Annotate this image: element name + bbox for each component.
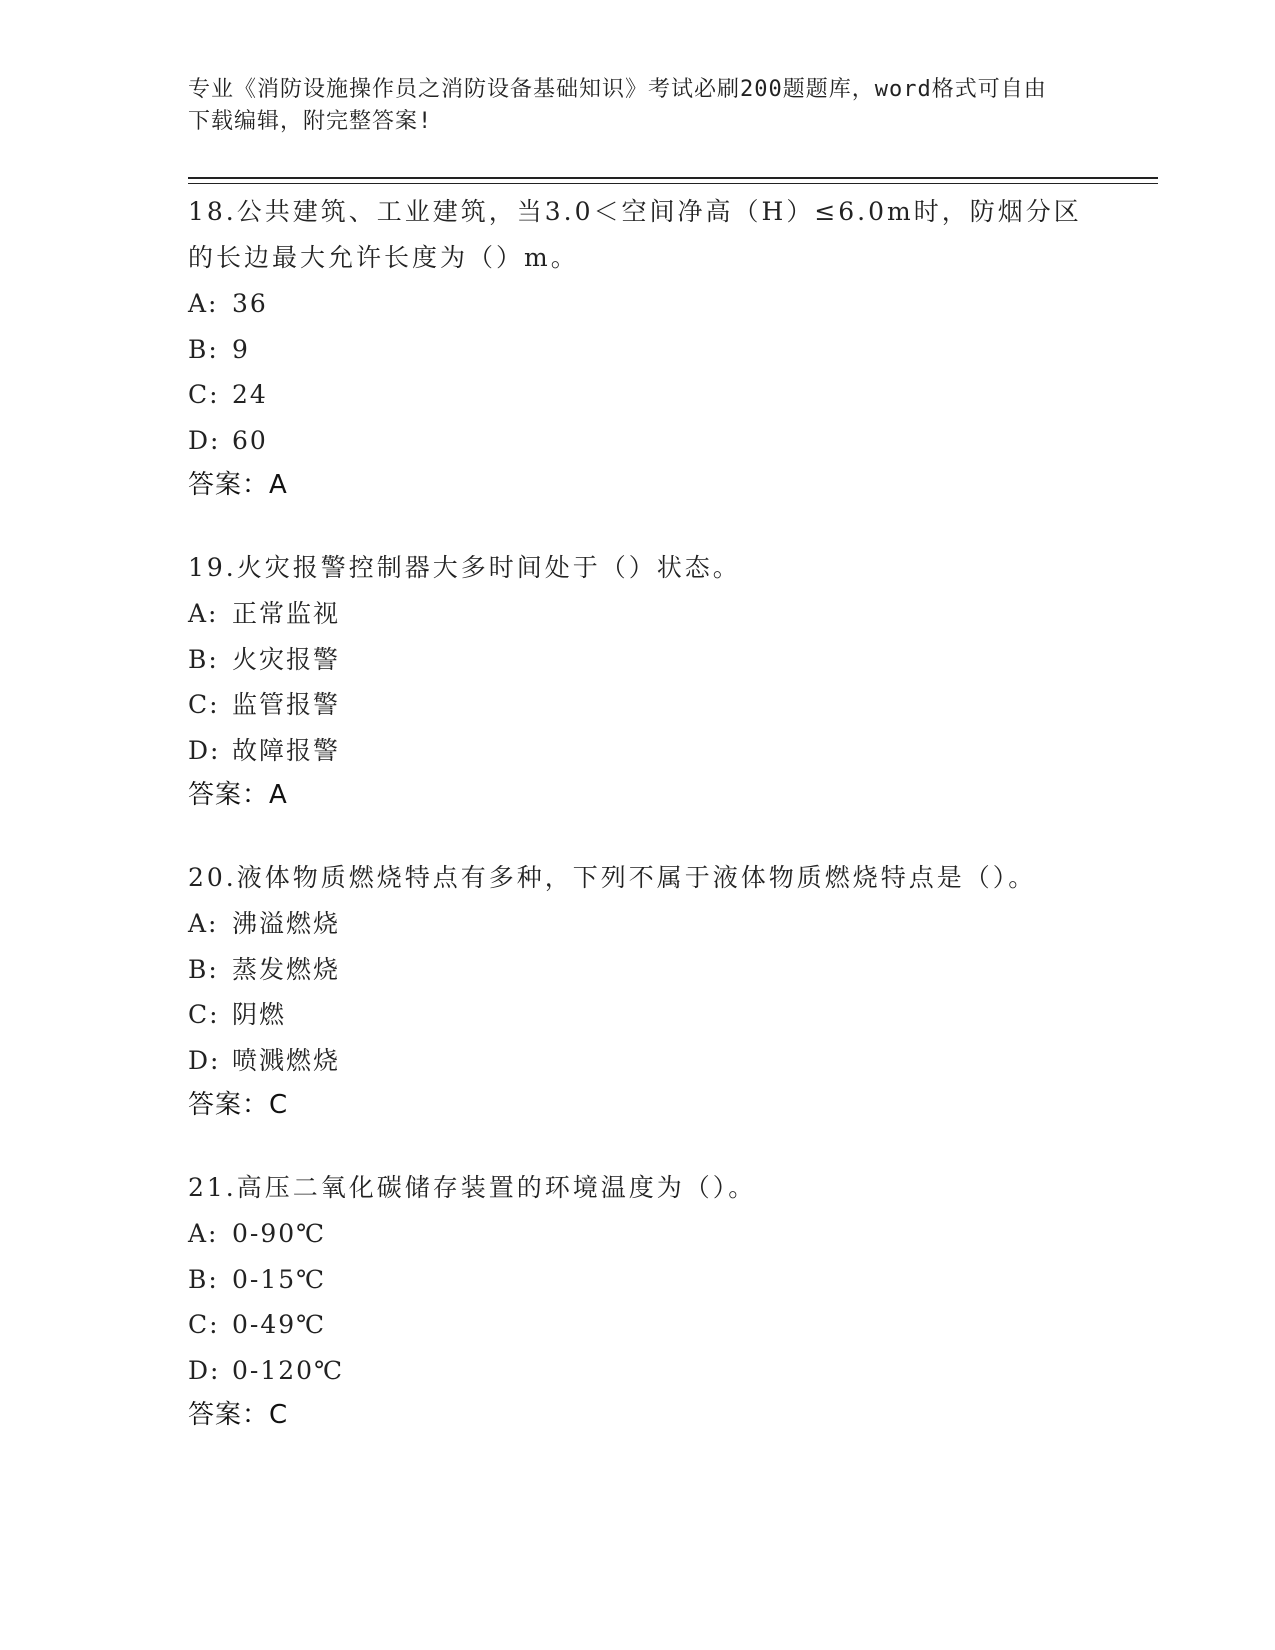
- option-letter: B:: [188, 644, 219, 674]
- option-letter: B:: [188, 954, 219, 984]
- answer-line: 答案：A: [188, 780, 288, 810]
- option-b: [188, 327, 1088, 373]
- option-letter: A:: [188, 289, 219, 318]
- option-letter: D:: [188, 1045, 221, 1075]
- answer-line: 答案：A: [188, 470, 288, 500]
- option-text: 36: [232, 289, 268, 318]
- option-text: 沸溢燃烧: [232, 909, 341, 938]
- question-stem: 19.火灾报警控制器大多时间处于（）状态。: [188, 553, 741, 582]
- option-text: 火灾报警: [232, 644, 341, 674]
- option-c: [188, 682, 1088, 728]
- option-a: [188, 591, 1088, 637]
- option-text: 9: [232, 334, 250, 364]
- option-text: 正常监视: [232, 599, 341, 628]
- option-b: [188, 947, 1088, 993]
- question-stem: 20.液体物质燃烧特点有多种，下列不属于液体物质燃烧特点是（）。: [188, 863, 1037, 892]
- answer-line: 答案：C: [188, 1400, 289, 1430]
- question-18: [188, 189, 1088, 508]
- option-letter: C:: [188, 1310, 220, 1339]
- option-b: [188, 1257, 1088, 1303]
- option-letter: A:: [188, 599, 219, 628]
- option-text: 0-120℃: [232, 1355, 345, 1385]
- header-divider-thin: [188, 183, 1158, 184]
- option-letter: B:: [188, 334, 219, 364]
- option-d: [188, 728, 1088, 774]
- option-d: [188, 418, 1088, 464]
- option-text: 蒸发燃烧: [232, 954, 341, 984]
- option-a: [188, 1211, 1088, 1257]
- option-d: [188, 1348, 1088, 1394]
- option-letter: A:: [188, 909, 219, 938]
- question-list: [188, 189, 1088, 1475]
- option-a: [188, 281, 1088, 327]
- option-letter: D:: [188, 425, 221, 455]
- option-b: [188, 637, 1088, 683]
- option-c: [188, 1302, 1088, 1348]
- option-text: 24: [232, 380, 268, 409]
- question-21: [188, 1165, 1088, 1438]
- option-text: 0-15℃: [232, 1264, 327, 1294]
- option-letter: D:: [188, 735, 221, 765]
- option-text: 0-49℃: [232, 1310, 327, 1339]
- option-d: [188, 1038, 1088, 1084]
- option-text: 0-90℃: [232, 1219, 327, 1248]
- option-letter: C:: [188, 690, 220, 719]
- question-stem: 18.公共建筑、工业建筑，当3.0＜空间净高（H）≤6.0m时，防烟分区的长边最大允许长度为（）m。: [188, 197, 1082, 272]
- option-text: 故障报警: [232, 735, 341, 765]
- header-divider-thick: [188, 177, 1158, 179]
- question-20: [188, 855, 1088, 1128]
- option-c: [188, 992, 1088, 1038]
- question-stem: 21.高压二氧化碳储存装置的环境温度为（）。: [188, 1173, 757, 1202]
- option-letter: B:: [188, 1264, 219, 1294]
- option-letter: D:: [188, 1355, 221, 1385]
- answer-line: 答案：C: [188, 1090, 289, 1120]
- option-letter: C:: [188, 380, 220, 409]
- document-header: 专业《消防设施操作员之消防设备基础知识》考试必刷200题题库，word格式可自由下载编辑，附完整答案!: [188, 77, 1047, 134]
- option-text: 60: [232, 425, 268, 455]
- option-letter: A:: [188, 1219, 219, 1248]
- question-19: [188, 545, 1088, 818]
- option-c: [188, 372, 1088, 418]
- option-letter: C:: [188, 1000, 220, 1029]
- option-text: 监管报警: [232, 690, 341, 719]
- option-text: 阴燃: [232, 1000, 287, 1029]
- option-a: [188, 901, 1088, 947]
- option-text: 喷溅燃烧: [232, 1045, 341, 1075]
